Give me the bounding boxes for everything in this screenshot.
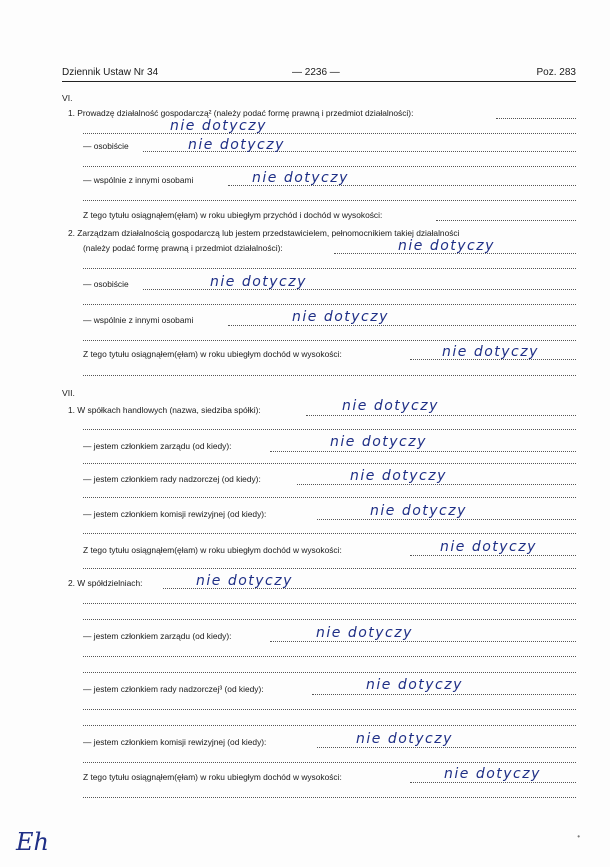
vii-item1-income-dotline xyxy=(410,555,576,556)
vii-item1-text: 1. W spółkach handlowych (nazwa, siedziba spółki): xyxy=(68,405,261,415)
vii-item1-rada-dotline-2 xyxy=(83,497,576,498)
page-number: — 2236 — xyxy=(292,67,340,78)
vi-item2-value: nie dotyczy xyxy=(398,238,495,254)
vii-item2-rada-dotline-3 xyxy=(83,725,576,726)
vii-item1-zarzad-dotline-2 xyxy=(83,463,576,464)
section-vii-label: VII. xyxy=(62,388,75,398)
vii-item2-income-value: nie dotyczy xyxy=(444,766,541,782)
vii-item2-rada-dotline xyxy=(312,694,576,695)
section-vi-label: VI. xyxy=(62,93,73,103)
vi-item1-osobiscie-value: nie dotyczy xyxy=(188,137,285,153)
vii-item1-rada-value: nie dotyczy xyxy=(350,468,447,484)
vii-item2-komisja-dotline-2 xyxy=(83,762,576,763)
vi-item2-wspolnie-dotline-2 xyxy=(83,340,576,341)
vii-item2-zarzad-label: — jestem członkiem zarządu (od kiedy): xyxy=(83,631,232,641)
vii-item2-rada-label: — jestem członkiem rady nadzorczej³ (od kiedy): xyxy=(83,684,264,694)
vii-item2-zarzad-value: nie dotyczy xyxy=(316,625,413,641)
vi-item1-wspolnie-dotline-2 xyxy=(83,200,576,201)
vii-item2-value: nie dotyczy xyxy=(196,573,293,589)
vii-item2-rada-dotline-2 xyxy=(83,709,576,710)
vii-item2-income-dotline-2 xyxy=(83,797,576,798)
vii-item2-zarzad-dotline-3 xyxy=(83,672,576,673)
vii-item1-zarzad-label: — jestem członkiem zarządu (od kiedy): xyxy=(83,441,232,451)
vii-item2-zarzad-dotline-2 xyxy=(83,656,576,657)
vii-item1-zarzad-value: nie dotyczy xyxy=(330,434,427,450)
vii-item2-komisja-dotline xyxy=(317,747,576,748)
vi-item2-osobiscie-value: nie dotyczy xyxy=(210,274,307,290)
vi-item1-value: nie dotyczy xyxy=(170,118,267,134)
vii-item1-komisja-dotline xyxy=(317,519,576,520)
vi-item2-osobiscie-label: — osobiście xyxy=(83,279,129,289)
journal-title: Dziennik Ustaw Nr 34 xyxy=(62,67,159,78)
vi-item2-wspolnie-value: nie dotyczy xyxy=(292,309,389,325)
vii-item1-income-value: nie dotyczy xyxy=(440,539,537,555)
vi-item2-wspolnie-label: — wspólnie z innymi osobami xyxy=(83,315,194,325)
vii-item1-value: nie dotyczy xyxy=(342,398,439,414)
vi-item2-osobiscie-dotline-2 xyxy=(83,304,576,305)
vi-item2-text-line1: 2. Zarządzam działalnością gospodarczą lub jestem przedstawicielem, pełnomocnikiem takiej działalności xyxy=(68,228,460,238)
vi-item2-osobiscie-dotline xyxy=(143,289,576,290)
vii-item2-income-text: Z tego tytułu osiągnąłem(ęłam) w roku ubiegłym dochód w wysokości: xyxy=(83,772,342,782)
vi-item2-text-line2: (należy podać formę prawną i przedmiot działalności): xyxy=(83,243,283,253)
vi-item1-text: 1. Prowadzę działalność gospodarczą² (należy podać formę prawną i przedmiot działalności): xyxy=(68,108,414,118)
vi-item1-dotline xyxy=(496,118,576,119)
vii-item2-komisja-value: nie dotyczy xyxy=(356,731,453,747)
vii-item2-income-dotline xyxy=(410,782,576,783)
vi-item2-income-value: nie dotyczy xyxy=(442,344,539,360)
vii-item1-dotline-2 xyxy=(83,429,576,430)
vii-item2-dotline-3 xyxy=(83,619,576,620)
position-number: Poz. 283 xyxy=(536,67,576,78)
vi-item2-wspolnie-dotline xyxy=(228,325,576,326)
vii-item2-zarzad-dotline xyxy=(270,641,576,642)
vi-item2-income-dotline-2 xyxy=(83,375,576,376)
vi-item2-dotline-2 xyxy=(83,268,576,269)
handwritten-initials: Eh xyxy=(16,828,49,856)
vii-item2-komisja-label: — jestem członkiem komisji rewizyjnej (od kiedy): xyxy=(83,737,267,747)
vii-item1-komisja-dotline-2 xyxy=(83,533,576,534)
vi-item1-wspolnie-label: — wspólnie z innymi osobami xyxy=(83,175,194,185)
header-rule xyxy=(62,81,576,82)
vii-item1-dotline xyxy=(306,415,576,416)
vii-item1-rada-label: — jestem członkiem rady nadzorczej (od kiedy): xyxy=(83,474,261,484)
page-header xyxy=(62,66,576,80)
vi-item1-income-dotline xyxy=(436,220,576,221)
vii-item1-rada-dotline xyxy=(297,484,576,485)
vii-item2-text: 2. W spółdzielniach: xyxy=(68,578,143,588)
vi-item2-income-text: Z tego tytułu osiągnąłem(ęłam) w roku ubiegłym dochód w wysokości: xyxy=(83,349,342,359)
vi-item1-osobiscie-dotline-2 xyxy=(83,166,576,167)
vi-item1-income-text: Z tego tytułu osiągnąłem(ęłam) w roku ubiegłym przychód i dochód w wysokości: xyxy=(83,210,383,220)
vii-item1-komisja-value: nie dotyczy xyxy=(370,503,467,519)
vii-item1-zarzad-dotline xyxy=(270,451,576,452)
vii-item2-dotline-2 xyxy=(83,603,576,604)
corner-mark: • xyxy=(577,832,580,841)
vii-item2-rada-value: nie dotyczy xyxy=(366,677,463,693)
vii-item1-income-text: Z tego tytułu osiągnąłem(ęłam) w roku ubiegłym dochód w wysokości: xyxy=(83,545,342,555)
vi-item1-dotline-2 xyxy=(83,133,576,134)
vi-item1-wspolnie-value: nie dotyczy xyxy=(252,170,349,186)
vii-item1-komisja-label: — jestem członkiem komisji rewizyjnej (od kiedy): xyxy=(83,509,267,519)
vi-item1-osobiscie-label: — osobiście xyxy=(83,141,129,151)
vii-item1-income-dotline-2 xyxy=(83,568,576,569)
